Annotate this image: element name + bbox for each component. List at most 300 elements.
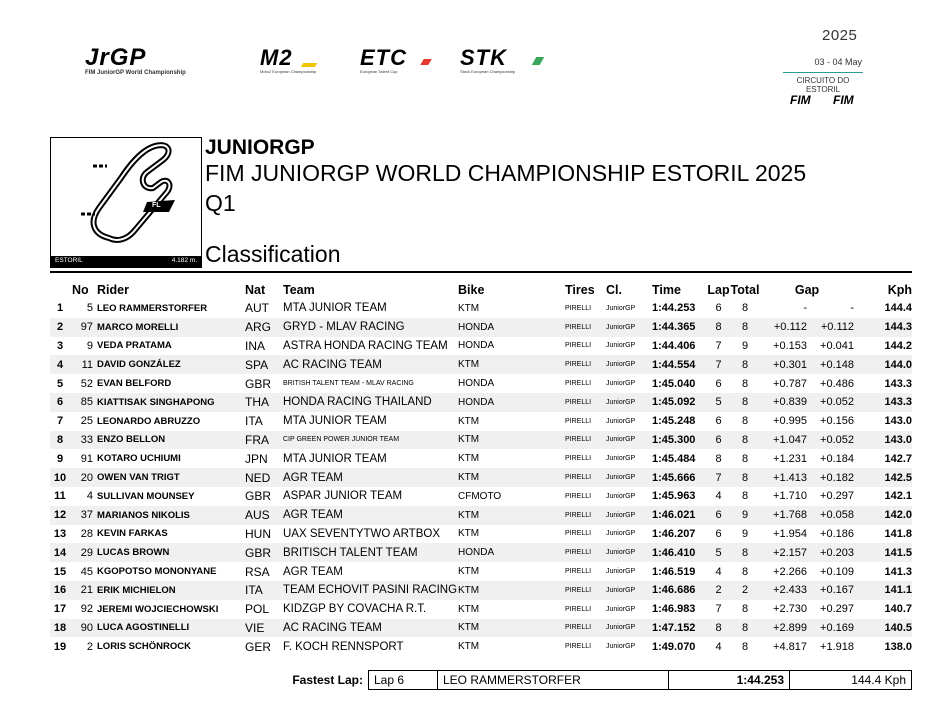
row-speed: 142.5	[854, 468, 912, 487]
fastest-lap-speed: 144.4 Kph	[789, 670, 912, 690]
fastest-lap-bar	[283, 670, 912, 690]
row-time: 1:44.365	[652, 318, 707, 337]
row-tires: PIRELLI	[565, 337, 606, 356]
logo-stk-caption: Stock European Championship	[460, 69, 516, 74]
row-bike: KTM	[458, 468, 565, 487]
table-row	[50, 562, 912, 581]
row-gap-first: +0.839	[760, 393, 807, 412]
row-lap: 6	[707, 299, 730, 318]
row-total-laps: 8	[730, 374, 760, 393]
col-team: Team	[283, 283, 315, 297]
row-class: JuniorGP	[606, 449, 652, 468]
row-rider: ENZO BELLON	[97, 431, 245, 450]
row-gap-previous: +0.182	[807, 468, 854, 487]
row-class: JuniorGP	[606, 337, 652, 356]
row-rider: LUCAS BROWN	[97, 543, 245, 562]
row-speed: 138.0	[854, 637, 912, 656]
row-bike: KTM	[458, 506, 565, 525]
row-time: 1:46.983	[652, 600, 707, 619]
row-speed: 144.3	[854, 318, 912, 337]
row-team: AGR TEAM	[283, 562, 458, 581]
row-speed: 143.3	[854, 393, 912, 412]
row-nationality: AUT	[245, 299, 283, 318]
row-time: 1:44.554	[652, 355, 707, 374]
row-speed: 143.0	[854, 431, 912, 450]
row-total-laps: 9	[730, 525, 760, 544]
col-no: No	[72, 283, 89, 297]
row-speed: 142.7	[854, 449, 912, 468]
row-lap: 4	[707, 487, 730, 506]
row-lap: 4	[707, 637, 730, 656]
row-position: 14	[50, 543, 70, 562]
row-number: 25	[70, 412, 97, 431]
row-speed: 142.1	[854, 487, 912, 506]
row-lap: 7	[707, 355, 730, 374]
row-speed: 143.0	[854, 412, 912, 431]
row-rider: ERIK MICHIELON	[97, 581, 245, 600]
circuit-name: CIRCUITO DO ESTORIL	[783, 72, 863, 94]
row-bike: HONDA	[458, 318, 565, 337]
row-position: 2	[50, 318, 70, 337]
col-nat: Nat	[245, 283, 266, 297]
row-tires: PIRELLI	[565, 562, 606, 581]
row-number: 37	[70, 506, 97, 525]
row-nationality: FRA	[245, 431, 283, 450]
row-position: 10	[50, 468, 70, 487]
row-lap: 7	[707, 600, 730, 619]
row-number: 2	[70, 637, 97, 656]
logo-stk-wordmark: STK	[460, 45, 507, 70]
row-gap-first: +2.899	[760, 619, 807, 638]
table-row	[50, 393, 912, 412]
row-gap-first: +2.266	[760, 562, 807, 581]
event-year: 2025	[822, 27, 858, 44]
row-gap-previous: +0.052	[807, 393, 854, 412]
row-gap-previous: +0.156	[807, 412, 854, 431]
logo-moto2	[260, 47, 340, 74]
table-row	[50, 637, 912, 656]
row-tires: PIRELLI	[565, 525, 606, 544]
row-position: 8	[50, 431, 70, 450]
row-class: JuniorGP	[606, 318, 652, 337]
table-row	[50, 600, 912, 619]
row-nationality: ITA	[245, 412, 283, 431]
row-total-laps: 8	[730, 431, 760, 450]
row-position: 19	[50, 637, 70, 656]
row-tires: PIRELLI	[565, 355, 606, 374]
row-class: JuniorGP	[606, 412, 652, 431]
row-gap-previous: +0.297	[807, 600, 854, 619]
row-total-laps: 8	[730, 543, 760, 562]
event-dates: 03 - 04 May	[814, 57, 862, 67]
row-total-laps: 8	[730, 619, 760, 638]
track-layout-icon	[51, 138, 201, 256]
col-rider: Rider	[97, 283, 129, 297]
track-length: 4.182 m.	[171, 257, 197, 264]
col-lap: Lap	[707, 283, 730, 297]
row-rider: KGOPOTSO MONONYANE	[97, 562, 245, 581]
row-team: AC RACING TEAM	[283, 355, 458, 374]
logo-juniorgp-wordmark: JrGP	[85, 44, 147, 71]
row-gap-first: +0.995	[760, 412, 807, 431]
row-number: 4	[70, 487, 97, 506]
row-team: ASTRA HONDA RACING TEAM	[283, 337, 458, 356]
row-team: BRITISH TALENT TEAM - MLAV RACING	[283, 374, 458, 393]
row-gap-first: +2.433	[760, 581, 807, 600]
row-position: 1	[50, 299, 70, 318]
row-number: 90	[70, 619, 97, 638]
row-time: 1:49.070	[652, 637, 707, 656]
row-team: MTA JUNIOR TEAM	[283, 412, 458, 431]
row-tires: PIRELLI	[565, 581, 606, 600]
row-nationality: GBR	[245, 487, 283, 506]
event-title: FIM JUNIORGP WORLD CHAMPIONSHIP ESTORIL 2025	[205, 160, 807, 186]
row-lap: 5	[707, 393, 730, 412]
row-number: 45	[70, 562, 97, 581]
row-position: 12	[50, 506, 70, 525]
row-rider: SULLIVAN MOUNSEY	[97, 487, 245, 506]
row-position: 11	[50, 487, 70, 506]
row-gap-previous: +0.169	[807, 619, 854, 638]
row-team: AGR TEAM	[283, 506, 458, 525]
row-total-laps: 8	[730, 355, 760, 374]
row-total-laps: 2	[730, 581, 760, 600]
row-time: 1:45.484	[652, 449, 707, 468]
table-row	[50, 412, 912, 431]
table-row	[50, 581, 912, 600]
fastest-lap-label: Fastest Lap:	[292, 673, 363, 687]
row-time: 1:45.666	[652, 468, 707, 487]
row-bike: KTM	[458, 581, 565, 600]
row-gap-first: +4.817	[760, 637, 807, 656]
table-row	[50, 543, 912, 562]
row-class: JuniorGP	[606, 355, 652, 374]
row-tires: PIRELLI	[565, 431, 606, 450]
row-gap-first: +2.157	[760, 543, 807, 562]
row-team: F. KOCH RENNSPORT	[283, 637, 458, 656]
row-position: 7	[50, 412, 70, 431]
row-tires: PIRELLI	[565, 374, 606, 393]
fim-logo: FIM	[790, 93, 811, 107]
row-tires: PIRELLI	[565, 637, 606, 656]
row-position: 18	[50, 619, 70, 638]
row-gap-previous: +0.148	[807, 355, 854, 374]
row-class: JuniorGP	[606, 619, 652, 638]
row-lap: 4	[707, 562, 730, 581]
row-class: JuniorGP	[606, 525, 652, 544]
row-speed: 143.3	[854, 374, 912, 393]
row-total-laps: 8	[730, 318, 760, 337]
row-time: 1:46.410	[652, 543, 707, 562]
row-number: 91	[70, 449, 97, 468]
row-lap: 7	[707, 337, 730, 356]
row-nationality: VIE	[245, 619, 283, 638]
row-total-laps: 8	[730, 600, 760, 619]
row-speed: 141.1	[854, 581, 912, 600]
row-gap-previous: +0.112	[807, 318, 854, 337]
row-gap-previous: +0.186	[807, 525, 854, 544]
logo-moto2-wordmark: M2	[260, 45, 293, 70]
table-row	[50, 374, 912, 393]
row-time: 1:47.152	[652, 619, 707, 638]
table-row	[50, 525, 912, 544]
row-nationality: INA	[245, 337, 283, 356]
row-bike: KTM	[458, 637, 565, 656]
row-nationality: HUN	[245, 525, 283, 544]
row-bike: HONDA	[458, 543, 565, 562]
row-speed: 144.0	[854, 355, 912, 374]
row-gap-first: +1.231	[760, 449, 807, 468]
row-number: 92	[70, 600, 97, 619]
row-gap-first: -	[760, 299, 807, 318]
row-number: 11	[70, 355, 97, 374]
header-divider	[50, 271, 912, 273]
row-bike: CFMOTO	[458, 487, 565, 506]
row-number: 85	[70, 393, 97, 412]
row-rider: DAVID GONZÁLEZ	[97, 355, 245, 374]
series-title: JUNIORGP	[205, 136, 315, 159]
row-team: AGR TEAM	[283, 468, 458, 487]
row-bike: KTM	[458, 525, 565, 544]
table-row	[50, 449, 912, 468]
row-total-laps: 8	[730, 449, 760, 468]
row-bike: KTM	[458, 355, 565, 374]
row-total-laps: 8	[730, 637, 760, 656]
fastest-lap-rider: LEO RAMMERSTORFER	[437, 670, 669, 690]
row-number: 9	[70, 337, 97, 356]
row-team: ASPAR JUNIOR TEAM	[283, 487, 458, 506]
row-tires: PIRELLI	[565, 600, 606, 619]
row-speed: 140.5	[854, 619, 912, 638]
row-speed: 144.2	[854, 337, 912, 356]
row-bike: HONDA	[458, 374, 565, 393]
row-class: JuniorGP	[606, 431, 652, 450]
table-row	[50, 619, 912, 638]
row-position: 6	[50, 393, 70, 412]
fastest-lap-time: 1:44.253	[668, 670, 790, 690]
row-position: 4	[50, 355, 70, 374]
row-gap-first: +1.047	[760, 431, 807, 450]
row-bike: KTM	[458, 431, 565, 450]
row-bike: KTM	[458, 449, 565, 468]
row-time: 1:46.021	[652, 506, 707, 525]
row-nationality: SPA	[245, 355, 283, 374]
row-nationality: GBR	[245, 374, 283, 393]
row-gap-first: +1.768	[760, 506, 807, 525]
row-position: 13	[50, 525, 70, 544]
row-total-laps: 9	[730, 506, 760, 525]
row-lap: 6	[707, 525, 730, 544]
row-rider: LEONARDO ABRUZZO	[97, 412, 245, 431]
row-time: 1:46.207	[652, 525, 707, 544]
row-gap-first: +0.787	[760, 374, 807, 393]
row-gap-previous: +0.486	[807, 374, 854, 393]
row-rider: LUCA AGOSTINELLI	[97, 619, 245, 638]
row-number: 28	[70, 525, 97, 544]
table-row	[50, 431, 912, 450]
row-lap: 8	[707, 619, 730, 638]
track-name: ESTORIL	[55, 257, 83, 264]
row-total-laps: 8	[730, 487, 760, 506]
row-nationality: ARG	[245, 318, 283, 337]
row-number: 21	[70, 581, 97, 600]
row-nationality: THA	[245, 393, 283, 412]
row-lap: 6	[707, 412, 730, 431]
row-position: 17	[50, 600, 70, 619]
row-rider: OWEN VAN TRIGT	[97, 468, 245, 487]
row-rider: MARIANOS NIKOLIS	[97, 506, 245, 525]
row-time: 1:45.300	[652, 431, 707, 450]
row-rider: LEO RAMMERSTORFER	[97, 299, 245, 318]
fastest-lap-marker: FL	[152, 202, 161, 209]
row-tires: PIRELLI	[565, 299, 606, 318]
row-class: JuniorGP	[606, 506, 652, 525]
row-number: 33	[70, 431, 97, 450]
row-gap-first: +0.112	[760, 318, 807, 337]
row-nationality: ITA	[245, 581, 283, 600]
row-gap-first: +1.710	[760, 487, 807, 506]
logo-juniorgp-caption: FIM JuniorGP World Championship	[85, 70, 186, 76]
row-rider: EVAN BELFORD	[97, 374, 245, 393]
row-speed: 141.3	[854, 562, 912, 581]
row-team: UAX SEVENTYTWO ARTBOX	[283, 525, 458, 544]
table-row	[50, 468, 912, 487]
row-class: JuniorGP	[606, 600, 652, 619]
session-title: Q1	[205, 190, 236, 216]
row-gap-previous: +1.918	[807, 637, 854, 656]
row-tires: PIRELLI	[565, 619, 606, 638]
row-lap: 6	[707, 431, 730, 450]
results-body	[50, 299, 912, 656]
table-row	[50, 355, 912, 374]
row-nationality: JPN	[245, 449, 283, 468]
row-class: JuniorGP	[606, 581, 652, 600]
row-class: JuniorGP	[606, 487, 652, 506]
row-time: 1:45.092	[652, 393, 707, 412]
row-class: JuniorGP	[606, 562, 652, 581]
logo-etc	[360, 47, 440, 74]
row-rider: KEVIN FARKAS	[97, 525, 245, 544]
row-lap: 7	[707, 468, 730, 487]
row-position: 15	[50, 562, 70, 581]
row-number: 52	[70, 374, 97, 393]
row-lap: 6	[707, 374, 730, 393]
col-bike: Bike	[458, 283, 485, 297]
row-nationality: NED	[245, 468, 283, 487]
col-gap: Gap	[794, 283, 820, 297]
row-nationality: RSA	[245, 562, 283, 581]
col-cl: Cl.	[606, 283, 622, 297]
row-total-laps: 8	[730, 393, 760, 412]
row-tires: PIRELLI	[565, 412, 606, 431]
logo-moto2-caption: Moto2 European Championship	[260, 69, 317, 74]
row-tires: PIRELLI	[565, 543, 606, 562]
row-gap-previous: +0.041	[807, 337, 854, 356]
row-lap: 8	[707, 318, 730, 337]
row-tires: PIRELLI	[565, 487, 606, 506]
row-speed: 141.5	[854, 543, 912, 562]
document-type: Classification	[205, 241, 341, 267]
logo-etc-wordmark: ETC	[360, 45, 407, 70]
row-team: GRYD - MLAV RACING	[283, 318, 458, 337]
row-nationality: GER	[245, 637, 283, 656]
row-time: 1:44.253	[652, 299, 707, 318]
row-time: 1:45.248	[652, 412, 707, 431]
row-gap-first: +2.730	[760, 600, 807, 619]
row-time: 1:45.040	[652, 374, 707, 393]
row-position: 16	[50, 581, 70, 600]
row-tires: PIRELLI	[565, 468, 606, 487]
row-gap-previous: +0.184	[807, 449, 854, 468]
logo-etc-caption: European Talent Cup	[360, 69, 398, 74]
results-table	[50, 281, 912, 656]
row-gap-previous: +0.297	[807, 487, 854, 506]
col-total: Total	[730, 283, 760, 297]
row-time: 1:46.519	[652, 562, 707, 581]
table-row	[50, 337, 912, 356]
row-speed: 144.4	[854, 299, 912, 318]
row-gap-previous: +0.109	[807, 562, 854, 581]
row-team: KIDZGP BY COVACHA R.T.	[283, 600, 458, 619]
row-team: BRITISCH TALENT TEAM	[283, 543, 458, 562]
row-time: 1:44.406	[652, 337, 707, 356]
row-speed: 141.8	[854, 525, 912, 544]
row-class: JuniorGP	[606, 637, 652, 656]
row-position: 9	[50, 449, 70, 468]
row-team: MTA JUNIOR TEAM	[283, 449, 458, 468]
row-number: 29	[70, 543, 97, 562]
row-class: JuniorGP	[606, 393, 652, 412]
row-number: 97	[70, 318, 97, 337]
row-total-laps: 8	[730, 468, 760, 487]
row-tires: PIRELLI	[565, 318, 606, 337]
fastest-lap-lap: Lap 6	[368, 670, 438, 690]
table-header-row	[50, 281, 912, 299]
row-position: 3	[50, 337, 70, 356]
row-rider: KOTARO UCHIUMI	[97, 449, 245, 468]
row-total-laps: 8	[730, 412, 760, 431]
row-position: 5	[50, 374, 70, 393]
row-rider: LORIS SCHÖNROCK	[97, 637, 245, 656]
row-number: 5	[70, 299, 97, 318]
logo-juniorgp	[85, 46, 210, 76]
track-map	[50, 137, 202, 268]
row-bike: KTM	[458, 562, 565, 581]
fim-logo-2: FIM	[833, 93, 854, 107]
row-rider: VEDA PRATAMA	[97, 337, 245, 356]
row-gap-previous: +0.203	[807, 543, 854, 562]
row-class: JuniorGP	[606, 468, 652, 487]
row-gap-previous: +0.052	[807, 431, 854, 450]
col-time: Time	[652, 283, 681, 297]
row-gap-previous: +0.058	[807, 506, 854, 525]
table-row	[50, 506, 912, 525]
row-nationality: GBR	[245, 543, 283, 562]
row-team: AC RACING TEAM	[283, 619, 458, 638]
row-lap: 8	[707, 449, 730, 468]
track-info-bar	[51, 256, 201, 267]
row-nationality: POL	[245, 600, 283, 619]
col-pos	[50, 281, 70, 299]
row-gap-first: +1.954	[760, 525, 807, 544]
row-bike: KTM	[458, 600, 565, 619]
row-bike: HONDA	[458, 337, 565, 356]
row-team: TEAM ECHOVIT PASINI RACING	[283, 581, 458, 600]
row-class: JuniorGP	[606, 543, 652, 562]
table-row	[50, 299, 912, 318]
row-gap-previous: -	[807, 299, 854, 318]
row-total-laps: 9	[730, 337, 760, 356]
